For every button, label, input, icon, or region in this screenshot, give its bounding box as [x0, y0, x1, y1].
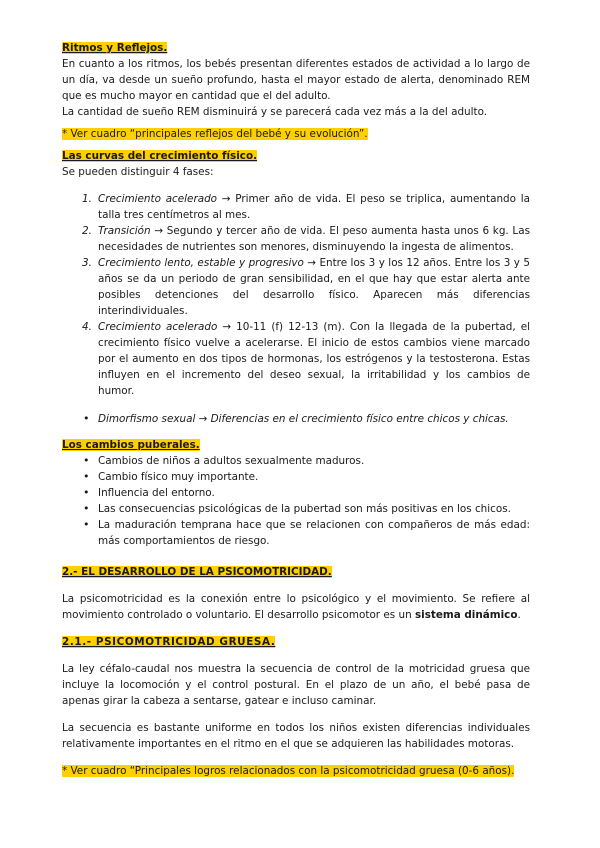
dimorfismo-list: [62, 411, 530, 427]
phases-list: [62, 191, 530, 399]
section-title-curvas: Las curvas del crecimiento físico.: [62, 150, 258, 162]
list-item: • Influencia del entorno.: [62, 485, 530, 501]
note-logros: * Ver cuadro “Principales logros relacionados con la psicomotricidad gruesa (0-6 años).: [62, 765, 515, 777]
section-title-ritmos: Ritmos y Reflejos.: [62, 42, 168, 54]
list-item: • Dimorfismo sexual → Diferencias en el crecimiento físico entre chicos y chicas.: [62, 411, 530, 427]
paragraph-psicomotricidad: La psicomotricidad es la conexión entre lo psicológico y el movimiento. Se refiere al movimiento controlado o voluntario. El desarrollo psicomotor es un sistema dinámico.: [62, 593, 530, 621]
section-title-cambios: Los cambios puberales.: [62, 439, 200, 451]
list-item: • La maduración temprana hace que se relacionen con compañeros de más edad: más comportamientos de riesgo.: [62, 517, 530, 549]
paragraph-secuencia: La secuencia es bastante uniforme en todos los niños existen diferencias individuales relativamente importantes en el ritmo en el que se adquieren las habilidades motoras.: [62, 722, 530, 750]
document-page: [62, 40, 530, 779]
list-item: • Las consecuencias psicológicas de la pubertad son más positivas en los chicos.: [62, 501, 530, 517]
section-title-gruesa: 2.1.- PSICOMOTRICIDAD GRUESA.: [62, 636, 276, 648]
list-item: • Cambio físico muy importante.: [62, 469, 530, 485]
cambios-list: [62, 453, 530, 549]
paragraph-cefalo-caudal: La ley céfalo-caudal nos muestra la secuencia de control de la motricidad gruesa que incluye la locomoción y el control postural. En el plazo de un año, el bebé pasa de apenas girar la cabeza a sentarse, gatear e incluso caminar.: [62, 663, 530, 707]
note-reflejos: * Ver cuadro “principales reflejos del bebé y su evolución”.: [62, 128, 368, 140]
paragraph-ritmos: En cuanto a los ritmos, los bebés presentan diferentes estados de actividad a lo largo de un día, va desde un sueño profundo, hasta el mayor estado de alerta, denominado REM que es mucho mayor en cantidad que el del adulto.: [62, 58, 530, 102]
list-item: 3. Crecimiento lento, estable y progresivo → Entre los 3 y los 12 años. Entre los 3 y 5 años se da un periodo de gran sensibilidad, en el que hay que estar alerta ante posibles detenciones del desarrollo físico. Aparecen más diferencias interindividuales.: [82, 257, 530, 317]
paragraph-fases-intro: Se pueden distinguir 4 fases:: [62, 166, 214, 178]
list-item: 1. Crecimiento acelerado → Primer año de vida. El peso se triplica, aumentando la talla tres centímetros al mes.: [82, 193, 531, 221]
list-item: 2. Transición → Segundo y tercer año de vida. El peso aumenta hasta unos 6 kg. Las necesidades de nutrientes son menores, disminuyendo la ingesta de alimentos.: [82, 225, 531, 253]
paragraph-rem: La cantidad de sueño REM disminuirá y se parecerá cada vez más a la del adulto.: [62, 106, 488, 118]
list-item: 4. Crecimiento acelerado → 10-11 (f) 12-13 (m). Con la llegada de la pubertad, el crecimiento físico vuelve a acelerarse. El inicio de estos cambios viene marcado por el aumento en dos tipos de hormonas, los estrógenos y la testosterona. Estas influyen en el incremento del deseo sexual, la irritabilidad y los cambios de humor.: [82, 321, 530, 397]
list-item: • Cambios de niños a adultos sexualmente maduros.: [62, 453, 530, 469]
section-title-psicomotricidad: 2.- EL DESARROLLO DE LA PSICOMOTRICIDAD.: [62, 566, 332, 578]
